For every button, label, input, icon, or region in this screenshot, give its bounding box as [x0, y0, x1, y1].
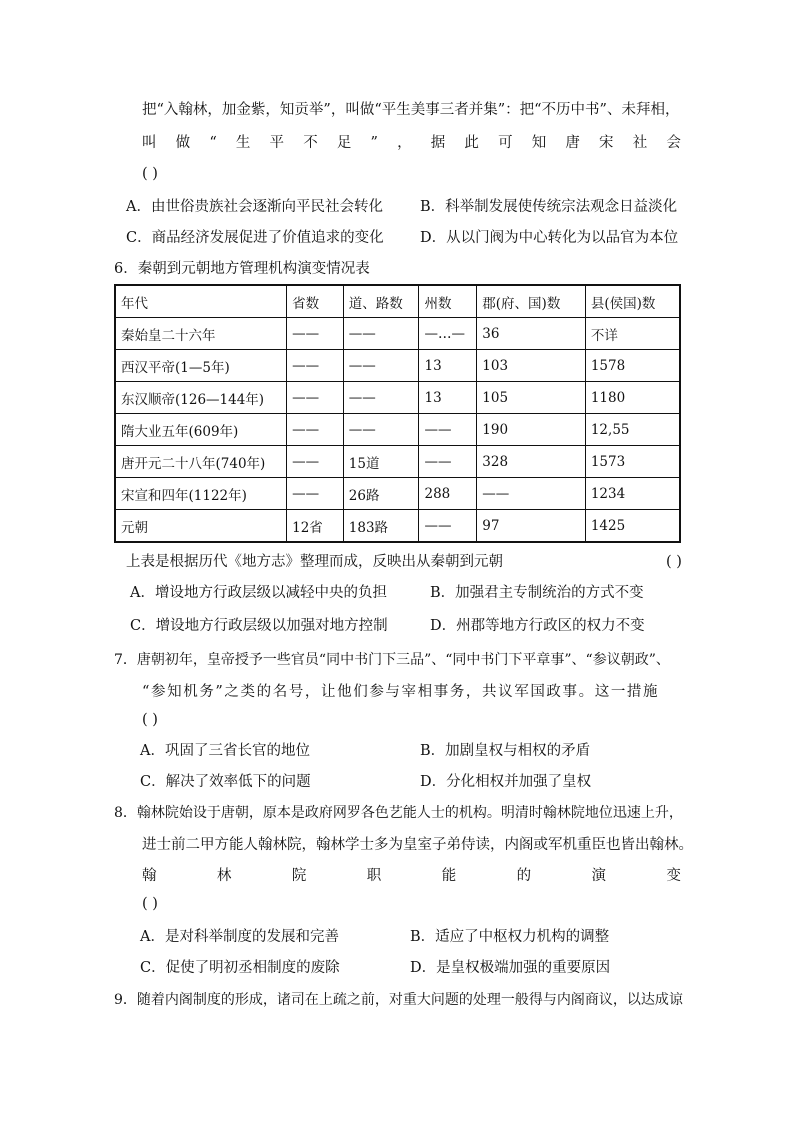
table-cell: 1180: [585, 382, 680, 414]
table-cell: 宋宣和四年(1122年): [115, 478, 287, 510]
table-cell: 12,55: [585, 414, 680, 446]
table-cell: ——: [287, 478, 344, 510]
table-cell: ——: [287, 382, 344, 414]
table-header-cell: 道、路数: [343, 285, 419, 318]
table-header-cell: 州数: [419, 285, 477, 318]
q8-option-c[interactable]: C．促使了明初丞相制度的废除: [140, 960, 340, 976]
table-row: [115, 318, 680, 350]
table-cell: ——: [343, 318, 419, 350]
q8-option-b[interactable]: B．适应了中枢权力机构的调整: [410, 929, 610, 945]
table-cell: 隋大业五年(609年): [115, 414, 287, 446]
q7-option-d[interactable]: D．分化相权并加强了皇权: [420, 774, 592, 790]
table-row: [115, 382, 680, 414]
q5-stem-line1: 把“入翰林，加金紫，知贡举”，叫做“平生美事三者并集”：把“不历中书”、未拜相，: [142, 102, 680, 118]
q5-option-c[interactable]: C．商品经济发展促进了价值追求的变化: [126, 230, 384, 246]
table-row: [115, 414, 680, 446]
table-row: [115, 510, 680, 543]
q8-answer-paren: ( ): [142, 896, 158, 912]
table-cell: ——: [287, 414, 344, 446]
table-cell: 328: [477, 446, 586, 478]
table-cell: ——: [343, 350, 419, 382]
table-row: [115, 350, 680, 382]
q6-stem: 上表是根据历代《地方志》整理而成，反映出从秦朝到元朝: [126, 554, 503, 570]
table-cell: 元朝: [115, 510, 287, 543]
table-cell: ——: [287, 318, 344, 350]
table-cell: 13: [419, 382, 477, 414]
table-header-cell: 省数: [287, 285, 344, 318]
table-row: [115, 446, 680, 478]
q8-stem-line2: 进士前二甲方能人翰林院，翰林学士多为皇室子弟侍读，内阁或军机重臣也皆出翰林。: [142, 837, 693, 853]
table-cell: 1573: [585, 446, 680, 478]
table-cell: ——: [419, 510, 477, 543]
table-cell: 26路: [343, 478, 419, 510]
q7-stem-line1: 7．唐朝初年，皇帝授予一些官员“同中书门下三品”、“同中书门下平章事”、“参议朝政”、: [114, 652, 670, 668]
q9-stem-line1: 9．随着内阁制度的形成，诸司在上疏之前，对重大问题的处理一般得与内阁商议，以达成谅: [114, 992, 683, 1008]
table-cell: —…—: [419, 318, 477, 350]
table-cell: 288: [419, 478, 477, 510]
q5-option-a[interactable]: A．由世俗贵族社会逐渐向平民社会转化: [126, 199, 383, 215]
q6-option-d[interactable]: D．州郡等地方行政区的权力不变: [430, 618, 645, 634]
table-cell: 97: [477, 510, 586, 543]
table-cell: 不详: [585, 318, 680, 350]
table-cell: 12省: [287, 510, 344, 543]
q8-option-a[interactable]: A．是对科举制度的发展和完善: [140, 929, 339, 945]
table-header-row: [115, 285, 680, 318]
q5-answer-paren: ( ): [142, 166, 158, 182]
table-header-cell: 郡(府、国)数: [477, 285, 586, 318]
table-cell: ——: [419, 446, 477, 478]
q6-option-a[interactable]: A．增设地方行政层级以减轻中央的负担: [130, 585, 387, 601]
table-cell: ——: [287, 446, 344, 478]
table-row: [115, 478, 680, 510]
q6-option-b[interactable]: B．加强君主专制统治的方式不变: [430, 585, 644, 601]
table-cell: 15道: [343, 446, 419, 478]
q6-title: 6．秦朝到元朝地方管理机构演变情况表: [114, 261, 370, 277]
table-cell: ——: [287, 350, 344, 382]
q6-option-c[interactable]: C．增设地方行政层级以加强对地方控制: [130, 618, 388, 634]
table-cell: 东汉顺帝(126—144年): [115, 382, 287, 414]
table-cell: 1578: [585, 350, 680, 382]
table-cell: 36: [477, 318, 586, 350]
q6-answer-paren: ( ): [666, 554, 682, 570]
q8-option-d[interactable]: D．是皇权极端加强的重要原因: [410, 960, 611, 976]
table-cell: 13: [419, 350, 477, 382]
q7-option-a[interactable]: A．巩固了三省长官的地位: [140, 743, 310, 759]
table-cell: 1425: [585, 510, 680, 543]
table-header-cell: 年代: [115, 285, 287, 318]
q7-option-c[interactable]: C．解决了效率低下的问题: [140, 774, 311, 790]
table-cell: 唐开元二十八年(740年): [115, 446, 287, 478]
table-cell: ——: [419, 414, 477, 446]
table-cell: ——: [343, 414, 419, 446]
table-cell: 西汉平帝(1—5年): [115, 350, 287, 382]
q5-option-b[interactable]: B．科举制发展使传统宗法观念日益淡化: [420, 199, 678, 215]
q8-stem-line3: 翰 林 院 职 能 的 演 变: [142, 868, 681, 884]
table-cell: 1234: [585, 478, 680, 510]
table-cell: ——: [343, 382, 419, 414]
table-cell: 105: [477, 382, 586, 414]
table-cell: 103: [477, 350, 586, 382]
q7-answer-paren: ( ): [142, 712, 158, 728]
table-cell: 190: [477, 414, 586, 446]
table-header-cell: 县(侯国)数: [585, 285, 680, 318]
q8-stem-line1: 8．翰林院始设于唐朝，原本是政府网罗各色艺能人士的机构。明清时翰林院地位迅速上升，: [114, 805, 683, 821]
table-cell: 183路: [343, 510, 419, 543]
q7-option-b[interactable]: B．加剧皇权与相权的矛盾: [420, 743, 591, 759]
q7-stem-line2: “参知机务”之类的名号，让他们参与宰相事务，共议军国政事。这一措施: [142, 684, 660, 700]
q5-option-d[interactable]: D．从以门阀为中心转化为以品官为本位: [420, 230, 679, 246]
table-cell: 秦始皇二十六年: [115, 318, 287, 350]
table-cell: ——: [477, 478, 586, 510]
q5-stem-line2: 叫 做 “ 生 平 不 足 ” ， 据 此 可 知 唐 宋 社 会: [142, 135, 681, 151]
q6-table: [114, 284, 681, 543]
